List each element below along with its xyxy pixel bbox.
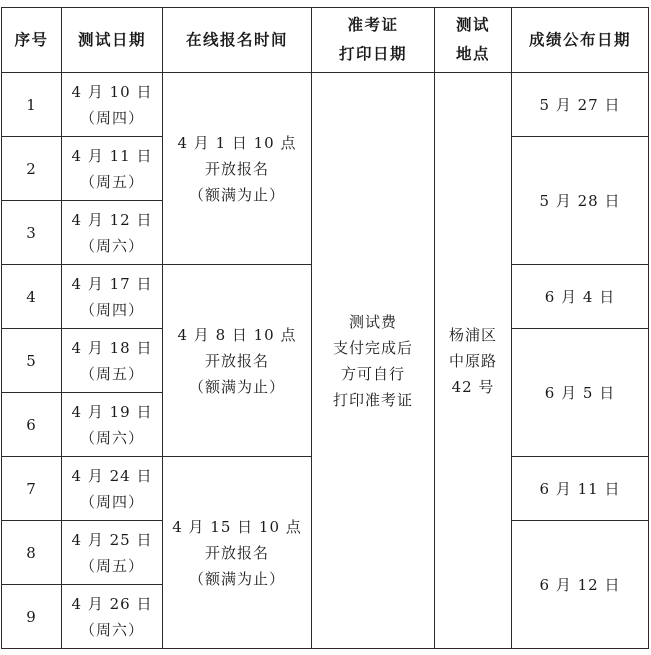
header-location bbox=[435, 8, 512, 73]
row-test-date bbox=[62, 329, 163, 393]
admission-print-line1: 测试费 bbox=[348, 312, 397, 331]
test-weekday: （周五） bbox=[79, 364, 144, 383]
row-test-date bbox=[62, 265, 163, 329]
row-seq: 9 bbox=[2, 585, 62, 649]
table-row bbox=[2, 73, 649, 137]
results-date-cell: 6 月 12 日 bbox=[512, 521, 649, 649]
row-seq: 6 bbox=[2, 393, 62, 457]
header-location-line2: 地点 bbox=[455, 45, 490, 63]
header-admission-print-line2: 打印日期 bbox=[338, 45, 407, 63]
admission-print-line4: 打印准考证 bbox=[332, 390, 413, 409]
registration-open: 开放报名 bbox=[204, 543, 269, 562]
row-seq: 7 bbox=[2, 457, 62, 521]
location-line3: 42 号 bbox=[451, 377, 495, 396]
test-date: 4 月 11 日 bbox=[71, 146, 153, 165]
test-date: 4 月 18 日 bbox=[71, 338, 153, 357]
row-test-date bbox=[62, 73, 163, 137]
admission-print-line2: 支付完成后 bbox=[332, 338, 413, 357]
header-results-date: 成绩公布日期 bbox=[512, 8, 649, 73]
header-seq: 序号 bbox=[2, 8, 62, 73]
registration-cell bbox=[163, 265, 312, 457]
location-line2: 中原路 bbox=[448, 351, 497, 370]
row-test-date bbox=[62, 137, 163, 201]
test-weekday: （周四） bbox=[79, 108, 144, 127]
registration-time: 4 月 8 日 10 点 bbox=[177, 325, 297, 344]
test-weekday: （周四） bbox=[79, 492, 144, 511]
row-test-date bbox=[62, 585, 163, 649]
results-date-cell: 6 月 11 日 bbox=[512, 457, 649, 521]
row-test-date bbox=[62, 457, 163, 521]
results-date-cell: 6 月 5 日 bbox=[512, 329, 649, 457]
admission-print-cell bbox=[312, 73, 435, 649]
header-admission-print bbox=[312, 8, 435, 73]
test-schedule-table bbox=[1, 7, 649, 649]
test-date: 4 月 24 日 bbox=[71, 466, 153, 485]
registration-cell bbox=[163, 73, 312, 265]
registration-note: （额满为止） bbox=[188, 569, 285, 588]
test-weekday: （周六） bbox=[79, 236, 144, 255]
row-seq: 5 bbox=[2, 329, 62, 393]
test-weekday: （周五） bbox=[79, 556, 144, 575]
location-line1: 杨浦区 bbox=[448, 325, 497, 344]
test-weekday: （周六） bbox=[79, 428, 144, 447]
registration-time: 4 月 15 日 10 点 bbox=[172, 517, 302, 536]
row-seq: 3 bbox=[2, 201, 62, 265]
test-date: 4 月 17 日 bbox=[71, 274, 153, 293]
row-seq: 8 bbox=[2, 521, 62, 585]
row-test-date bbox=[62, 521, 163, 585]
test-date: 4 月 10 日 bbox=[71, 82, 153, 101]
registration-note: （额满为止） bbox=[188, 377, 285, 396]
row-seq: 1 bbox=[2, 73, 62, 137]
test-date: 4 月 26 日 bbox=[71, 594, 153, 613]
row-test-date bbox=[62, 201, 163, 265]
results-date-cell: 5 月 28 日 bbox=[512, 137, 649, 265]
header-online-registration: 在线报名时间 bbox=[163, 8, 312, 73]
test-date: 4 月 19 日 bbox=[71, 402, 153, 421]
location-cell bbox=[435, 73, 512, 649]
registration-cell bbox=[163, 457, 312, 649]
row-seq: 2 bbox=[2, 137, 62, 201]
registration-open: 开放报名 bbox=[204, 159, 269, 178]
header-location-line1: 测试 bbox=[455, 16, 490, 34]
registration-note: （额满为止） bbox=[188, 185, 285, 204]
row-test-date bbox=[62, 393, 163, 457]
header-test-date: 测试日期 bbox=[62, 8, 163, 73]
test-date: 4 月 25 日 bbox=[71, 530, 153, 549]
results-date-cell: 6 月 4 日 bbox=[512, 265, 649, 329]
registration-open: 开放报名 bbox=[204, 351, 269, 370]
results-date-cell: 5 月 27 日 bbox=[512, 73, 649, 137]
test-weekday: （周六） bbox=[79, 620, 144, 639]
registration-time: 4 月 1 日 10 点 bbox=[177, 133, 297, 152]
test-weekday: （周四） bbox=[79, 300, 144, 319]
test-date: 4 月 12 日 bbox=[71, 210, 153, 229]
test-weekday: （周五） bbox=[79, 172, 144, 191]
header-row bbox=[2, 8, 649, 73]
row-seq: 4 bbox=[2, 265, 62, 329]
header-admission-print-line1: 准考证 bbox=[347, 16, 399, 34]
admission-print-line3: 方可自行 bbox=[340, 364, 405, 383]
